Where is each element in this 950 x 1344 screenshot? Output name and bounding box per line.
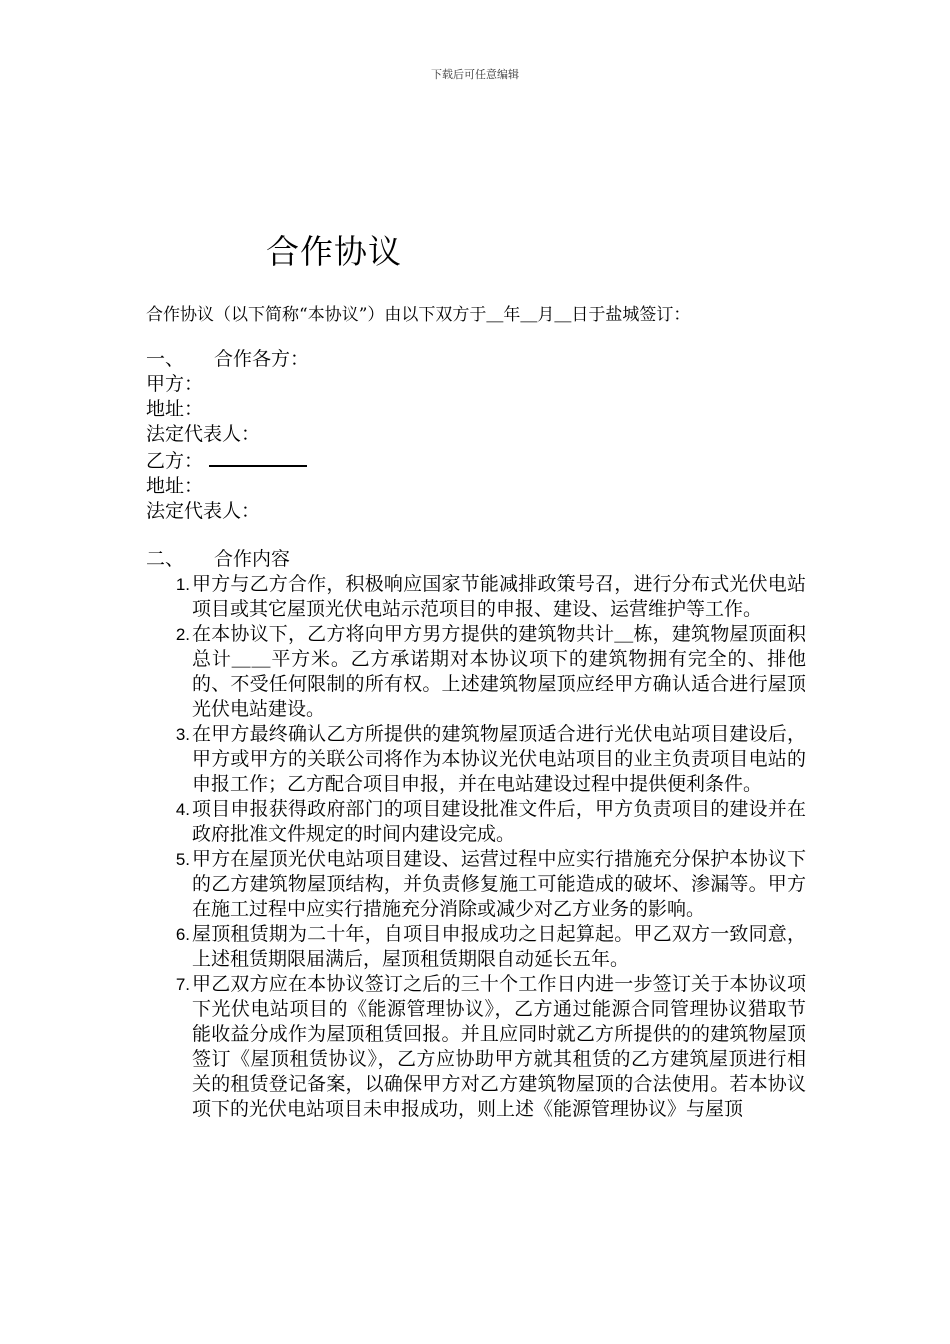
list-item bbox=[146, 922, 806, 972]
item-number: 5. bbox=[175, 850, 190, 869]
list-item bbox=[146, 722, 806, 797]
list-item bbox=[146, 972, 806, 1122]
party-a-label: 甲方： bbox=[146, 373, 204, 395]
section-parties bbox=[146, 347, 309, 524]
item-number: 6. bbox=[175, 925, 190, 944]
section-title: 合作内容 bbox=[214, 548, 291, 570]
item-number: 2. bbox=[175, 625, 190, 644]
item-text: 甲方在屋顶光伏电站项目建设、运营过程中应实行措施充分保护本协议下的乙方建筑物屋顶结构，并负责修复施工可能造成的破坏、渗漏等。甲方在施工过程中应实行措施充分消除或减少对乙方业务的影响。 bbox=[192, 848, 806, 920]
item-text: 甲方与乙方合作，积极响应国家节能减排政策号召，进行分布式光伏电站项目或其它屋顶光伏电站示范项目的申报、建设、运营维护等工作。 bbox=[192, 573, 806, 620]
party-a-address: 地址： bbox=[146, 398, 204, 420]
item-text: 甲乙双方应在本协议签订之后的三十个工作日内进一步签订关于本协议项下光伏电站项目的《能源管理协议》，乙方通过能源合同管理协议猎取节能收益分成作为屋顶租赁回报。并且应同时就乙方所提供的的建筑物屋顶签订《屋顶租赁协议》，乙方应协助甲方就其租赁的乙方建筑屋顶进行相关的租赁登记备案，以确保甲方对乙方建筑物屋顶的合法使用。若本协议项下的光伏电站项目未申报成功，则上述《能源管理协议》与屋顶 bbox=[192, 973, 806, 1120]
item-number: 1. bbox=[175, 575, 190, 594]
section-number: 二、 bbox=[146, 548, 185, 570]
party-b-label: 乙方： bbox=[146, 450, 204, 472]
header-note: 下载后可任意编辑 bbox=[431, 68, 519, 81]
item-text: 在甲方最终确认乙方所提供的建筑物屋顶适合进行光伏电站项目建设后，甲方或甲方的关联公司将作为本协议光伏电站项目的业主负责项目电站的申报工作；乙方配合项目申报，并在电站建设过程中提供便利条件。 bbox=[192, 723, 806, 795]
item-text: 项目申报获得政府部门的项目建设批准文件后，甲方负责项目的建设并在政府批准文件规定的时间内建设完成。 bbox=[192, 798, 806, 845]
party-b-line bbox=[146, 447, 309, 474]
list-item bbox=[146, 622, 806, 722]
party-a-representative: 法定代表人： bbox=[146, 423, 261, 445]
list-item bbox=[146, 797, 806, 847]
content-list bbox=[146, 572, 806, 1122]
party-b-address: 地址： bbox=[146, 475, 204, 497]
item-text: 屋顶租赁期为二十年，自项目申报成功之日起算起。甲乙双方一致同意，上述租赁期限届满后，屋顶租赁期限自动延长五年。 bbox=[192, 923, 806, 970]
list-item bbox=[146, 572, 806, 622]
item-number: 7. bbox=[175, 975, 190, 994]
item-number: 4. bbox=[175, 800, 190, 819]
item-text: 在本协议下，乙方将向甲方男方提供的建筑物共计＿栋，建筑物屋顶面积总计＿＿平方米。乙方承诺期对本协议项下的建筑物拥有完全的、排他的、不受任何限制的所有权。上述建筑物屋顶应经甲方确认适合进行屋顶光伏电站建设。 bbox=[192, 623, 806, 720]
party-b-blank bbox=[209, 447, 307, 467]
intro-paragraph: 合作协议（以下简称“本协议”）由以下双方于＿年＿月＿日于盐城签订： bbox=[146, 305, 691, 325]
item-number: 3. bbox=[175, 725, 190, 744]
section-number: 一、 bbox=[146, 348, 185, 370]
section-content bbox=[146, 547, 806, 1122]
section-title: 合作各方： bbox=[214, 348, 310, 370]
list-item bbox=[146, 847, 806, 922]
document-title: 合作协议 bbox=[266, 232, 402, 271]
section-heading bbox=[146, 547, 806, 572]
party-b-representative: 法定代表人： bbox=[146, 500, 261, 522]
section-heading bbox=[146, 347, 309, 372]
